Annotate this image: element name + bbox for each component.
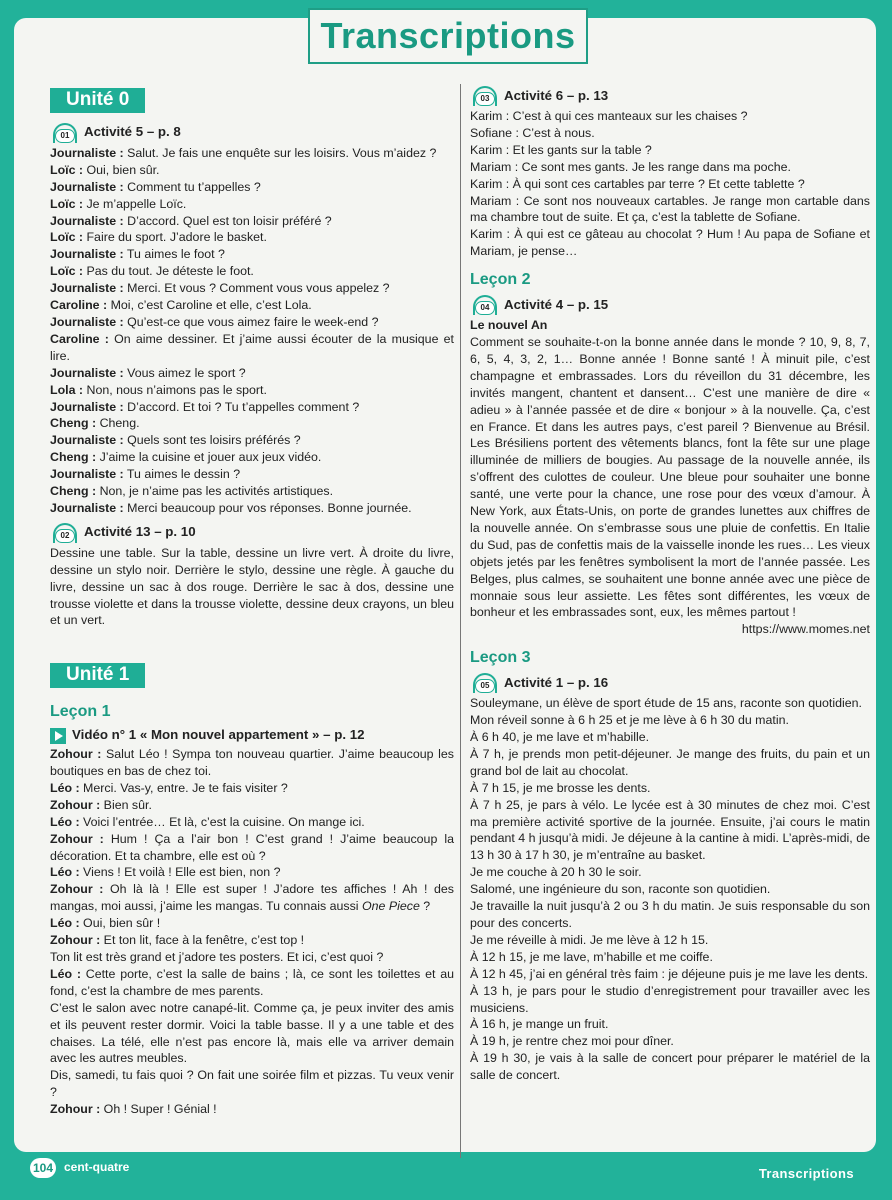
activity-4-heading	[470, 295, 870, 315]
text-paragraph: À 12 h 45, j’ai en général très faim : je déjeune puis je me lave les dents.	[470, 966, 869, 981]
dialogue-line	[50, 179, 454, 196]
speaker-name: Loïc :	[50, 264, 84, 279]
play-icon	[50, 728, 66, 744]
speaker-name: Zohour :	[50, 882, 104, 897]
dialogue-line	[50, 382, 454, 399]
text-paragraph: À 7 h 15, je me brosse les dents.	[470, 780, 651, 795]
text-paragraph: À 6 h 40, je me lave et m’habille.	[470, 730, 650, 744]
activity-title: Activité 13 – p. 10	[84, 524, 196, 540]
lecon-3-heading: Leçon 3	[470, 649, 531, 667]
dialogue-line	[50, 746, 454, 780]
headphones-icon	[50, 523, 80, 543]
text-paragraph: À 12 h 15, je me lave, m’habille et me coiffe.	[470, 949, 713, 964]
text-paragraph: À 7 h, je prends mon petit-déjeuner. Je mange des fruits, du pain et un grand bol de lait au chocolat.	[470, 746, 870, 778]
activity-6-heading	[470, 86, 870, 106]
speech-text: D’accord. Quel est ton loisir préféré ?	[123, 213, 332, 228]
speaker-name: Caroline :	[50, 331, 109, 346]
text-paragraph: À 19 h 30, je vais à la salle de concert pour préparer le matériel de la salle de concert.	[470, 1051, 870, 1083]
speech-text: Tu aimes le dessin ?	[123, 467, 241, 482]
text-paragraph: Je me couche à 20 h 30 le soir.	[470, 865, 642, 880]
activity-1-heading	[470, 673, 870, 693]
speech-text: Moi, c’est Caroline et elle, c’est Lola.	[107, 298, 312, 313]
dialogue-line	[50, 1067, 454, 1101]
activity-title: Activité 6 – p. 13	[504, 87, 609, 103]
text-paragraph: Salomé, une ingénieure du son, raconte son quotidien.	[470, 882, 771, 897]
speaker-name: Journaliste :	[50, 179, 124, 194]
speech-text: Viens ! Et voilà ! Elle est bien, non ?	[79, 865, 281, 880]
dialogue-line	[50, 415, 454, 432]
speech-text: Merci beaucoup pour vos réponses. Bonne journée.	[123, 500, 412, 515]
activity-title: Activité 1 – p. 16	[504, 674, 609, 690]
lecon-2-heading: Leçon 2	[470, 271, 531, 289]
activity-title: Activité 4 – p. 15	[504, 296, 609, 312]
headphones-icon	[470, 673, 500, 693]
activity-5-heading	[50, 123, 454, 143]
unit-0-badge: Unité 0	[50, 88, 145, 113]
dialogue-line	[50, 162, 454, 179]
speaker-name: Journaliste :	[50, 467, 124, 482]
speech-text: ?	[419, 899, 431, 914]
unit-1-badge: Unité 1	[50, 663, 145, 688]
source-url: https://www.momes.net	[741, 622, 870, 637]
dialogue-line	[50, 1101, 454, 1118]
speech-text: Qu’est-ce que vous aimez faire le week-end ?	[123, 314, 379, 329]
headphones-icon	[50, 123, 80, 143]
track-number: 01	[55, 129, 75, 143]
dialogue-line	[50, 500, 454, 517]
activity-4-text: Comment se souhaite-t-on la bonne année dans le monde ? 10, 9, 8, 7, 6, 5, 4, 3, 2, 1… Bonne année ! Bonne santé ! À minuit pile, c’est champagne et embrassades. Lors du réveillon du 31 décembre, les invités mangent, chantent et dansent… C’est une manière de dire « adieu » à l’année passée et de dire « bonjour » à la nouvelle. Ça, c’est en France. Et dans les autres pays, c’est pareil ? Bienvenue au Brésil. Les Brésiliens portent des vêtements blancs, font la fête sur une plage illuminée de milliers de bougies. Au passage de la nouvelle année, ils s’offrent des culottes de couleur. Une bleue pour souhaiter une bonne santé, une verte pour la chance, une rose pour des vœux d’amour. À New York, aux États-Unis, on porte de grandes lunettes aux chiffres de la nouvelle année. On s’embrasse sous une pluie de confettis. En Italie du Sud, pas de confettis mais de la vaisselle inonde les rues… Les vieux objets jetés par les fenêtres symbolisent la mort de l’année passée. Les Belges, plus calmes, se souhaitent une bonne année avec une pièce de monnaie sous leur assiette. Les fêtes sont différentes, les vœux de bonheur et les embrassades sont, eux, les mêmes partout !	[470, 334, 870, 620]
activity-1-text	[470, 695, 870, 1084]
dialogue-line: Mariam : Ce sont nos nouveaux cartables. Je range mon cartable dans ma chambre tout de suite. Et ça, c’est la tablette de Sofiane.	[470, 193, 870, 225]
dialogue-line	[50, 263, 454, 280]
dialogue-line	[50, 145, 454, 162]
speech-text: Vous aimez le sport ?	[123, 365, 246, 380]
dialogue-line	[50, 949, 454, 966]
speaker-name: Journaliste :	[50, 399, 124, 414]
speaker-name: Loïc :	[50, 230, 84, 245]
speaker-name: Zohour :	[50, 1102, 101, 1117]
dialogue-line	[50, 297, 454, 314]
track-number: 03	[475, 92, 495, 106]
text-paragraph: À 13 h, je pars pour le studio d’enregistrement pour travailler avec les musiciens.	[470, 983, 870, 1015]
dialogue-line	[50, 966, 454, 1000]
speech-text: Voici l’entrée… Et là, c’est la cuisine. On mange ici.	[79, 814, 365, 829]
speech-text: Cheng.	[96, 416, 140, 431]
speech-text: Et ton lit, face à la fenêtre, c’est top !	[100, 933, 305, 948]
right-column	[470, 18, 870, 1084]
left-column	[50, 18, 454, 1118]
speech-text: D’accord. Et toi ? Tu t’appelles comment ?	[123, 399, 360, 414]
dialogue-line	[50, 229, 454, 246]
speech-text: On aime dessiner. Et j’aime aussi écouter de la musique et lire.	[50, 331, 454, 363]
dialogue-line	[50, 213, 454, 230]
text-paragraph: À 16 h, je mange un fruit.	[470, 1017, 609, 1032]
speaker-name: Loïc :	[50, 196, 84, 211]
dialogue-line	[50, 331, 454, 365]
text-paragraph: Je me réveille à midi. Je me lève à 12 h 15.	[470, 932, 709, 947]
speech-text: Non, je n’aime pas les activités artistiques.	[96, 484, 334, 499]
speaker-name: Zohour :	[50, 933, 101, 948]
speaker-name: Journaliste :	[50, 145, 124, 160]
speaker-name: Journaliste :	[50, 314, 124, 329]
speaker-name: Léo :	[50, 916, 80, 931]
dialogue-line	[50, 881, 454, 915]
speaker-name: Lola :	[50, 382, 84, 397]
dialogue-line	[50, 1000, 454, 1068]
speech-text: C’est le salon avec notre canapé-lit. Comme ça, je peux inviter des amis et ils peuvent rester dormir. Voici la table basse. Il y a une table et des chaises. La télé, elle n’est pas encore là, mais elle va arriver demain avec les autres meubles.	[50, 1000, 454, 1066]
speech-text: Non, nous n’aimons pas le sport.	[83, 382, 267, 397]
dialogue-line	[50, 314, 454, 331]
speech-text: Faire du sport. J’adore le basket.	[83, 230, 267, 245]
speaker-name: Zohour :	[50, 797, 101, 812]
dialogue-line	[50, 399, 454, 416]
speech-text: Merci. Vas-y, entre. Je te fais visiter ?	[79, 780, 288, 795]
dialogue-line	[50, 864, 454, 881]
text-paragraph: Souleymane, un élève de sport étude de 15 ans, raconte son quotidien.	[470, 696, 862, 711]
speech-text: Hum ! Ça a l’air bon ! C’est grand ! J’aime beaucoup la décoration. Et ta chambre, elle est où ?	[50, 831, 454, 863]
footer-section-title: Transcriptions	[758, 1166, 854, 1181]
italic-title: One Piece	[361, 899, 420, 914]
column-divider	[460, 84, 461, 1158]
dialogue-line: Karim : Et les gants sur la table ?	[470, 142, 652, 157]
speaker-name: Léo :	[50, 814, 80, 829]
activity-title: Activité 5 – p. 8	[84, 124, 181, 140]
page-title: Transcriptions	[320, 15, 576, 56]
track-number: 05	[475, 679, 495, 693]
dialogue-line	[50, 814, 454, 831]
speech-text: Comment tu t’appelles ?	[123, 179, 261, 194]
page-title-box	[308, 8, 588, 64]
dialogue-line	[50, 280, 454, 297]
speaker-name: Journaliste :	[50, 365, 124, 380]
dialogue-line: Karim : À qui est ce gâteau au chocolat ? Hum ! Au papa de Sofiane et Mariam, je pense…	[470, 227, 870, 259]
speech-text: Bien sûr.	[100, 797, 152, 812]
footer	[0, 1156, 892, 1182]
speech-text: J’aime la cuisine et jouer aux jeux vidéo.	[96, 450, 322, 465]
video-1-heading	[50, 727, 454, 744]
speaker-name: Cheng :	[50, 484, 97, 499]
speech-text: Tu aimes le foot ?	[123, 247, 225, 262]
speech-text: Dis, samedi, tu fais quoi ? On fait une soirée film et pizzas. Tu veux venir ?	[50, 1068, 454, 1100]
dialogue-line: Karim : C’est à qui ces manteaux sur les chaises ?	[470, 109, 748, 123]
speaker-name: Cheng :	[50, 450, 97, 465]
speech-text: Oh ! Super ! Génial !	[100, 1102, 217, 1117]
text-subtitle: Le nouvel An	[470, 318, 548, 333]
dialogue-line	[50, 780, 454, 797]
speech-text: Merci. Et vous ? Comment vous vous appelez ?	[123, 281, 390, 296]
dialogue-line	[50, 196, 454, 213]
text-paragraph: À 7 h 25, je pars à vélo. Le lycée est à 30 minutes de chez moi. C’est ma première activité sportive de la journée. Ensuite, j’ai cours le matin pendant 4 h jusqu’à midi. Je déjeune à la cantine à midi. L’après-midi, de 13 h 30 à 17 h 30, je m’entraîne au basket.	[470, 797, 870, 863]
dialogue-line	[50, 932, 454, 949]
speaker-name: Journaliste :	[50, 281, 124, 296]
speaker-name: Journaliste :	[50, 433, 124, 448]
dialogue-line	[50, 797, 454, 814]
dialogue-line	[50, 365, 454, 382]
speaker-name: Journaliste :	[50, 500, 124, 515]
headphones-icon	[470, 295, 500, 315]
speaker-name: Journaliste :	[50, 247, 124, 262]
page-panel	[14, 18, 876, 1152]
track-number: 04	[475, 301, 495, 315]
page-number-words: cent-quatre	[64, 1160, 130, 1174]
speech-text: Oh là là ! Elle est super ! J’adore tes affiches ! Ah ! des mangas, moi aussi, j’aime les mangas. Tu connais aussi	[50, 882, 454, 914]
video-title: Vidéo n° 1 « Mon nouvel appartement » – p. 12	[72, 727, 365, 743]
headphones-icon	[470, 86, 500, 106]
dialogue-line	[50, 449, 454, 466]
text-paragraph: Je travaille la nuit jusqu’à 2 ou 3 h du matin. Je suis responsable du son pour des concerts.	[470, 899, 870, 930]
speaker-name: Journaliste :	[50, 213, 124, 228]
speaker-name: Léo :	[50, 865, 80, 880]
dialogue-line	[50, 483, 454, 500]
speaker-name: Loïc :	[50, 162, 84, 177]
dialogue-activity-6	[470, 108, 870, 260]
speaker-name: Zohour :	[50, 747, 102, 762]
lecon-1-heading: Leçon 1	[50, 703, 111, 721]
dialogue-video-1	[50, 746, 454, 1118]
speaker-name: Léo :	[50, 780, 80, 795]
speaker-name: Cheng :	[50, 416, 97, 431]
page-number: 104	[30, 1158, 56, 1178]
speech-text: Ton lit est très grand et j’adore tes posters. Et ici, c’est quoi ?	[50, 949, 384, 964]
dialogue-line	[50, 831, 454, 865]
dialogue-line: Sofiane : C’est à nous.	[470, 125, 595, 140]
dialogue-line: Karim : À qui sont ces cartables par terre ? Et cette tablette ?	[470, 176, 805, 191]
speech-text: Salut. Je fais une enquête sur les loisirs. Vous m’aidez ?	[123, 145, 437, 160]
dialogue-line	[50, 432, 454, 449]
speech-text: Oui, bien sûr.	[83, 162, 160, 177]
speech-text: Oui, bien sûr !	[79, 916, 161, 931]
dialogue-line	[50, 466, 454, 483]
speaker-name: Zohour :	[50, 831, 104, 846]
activity-13-text: Dessine une table. Sur la table, dessine un livre vert. À droite du livre, dessine un stylo noir. Derrière le stylo, dessine une règle. À gauche du livre, dessine un sac à dos rouge. Derrière le sac à dos, dessine une trousse violette et dans la trousse violette, dessine deux crayons, un bleu et un vert.	[50, 545, 454, 628]
dialogue-line	[50, 246, 454, 263]
track-number: 02	[55, 529, 75, 543]
dialogue-activity-5	[50, 145, 454, 517]
text-paragraph: À 19 h, je rentre chez moi pour dîner.	[470, 1034, 674, 1049]
speech-text: Quels sont tes loisirs préférés ?	[123, 433, 301, 448]
text-paragraph: Mon réveil sonne à 6 h 25 et je me lève à 6 h 30 du matin.	[470, 713, 789, 728]
speech-text: Cette porte, c’est la salle de bains ; là, ce sont les toilettes et au fond, c’est la chambre de mes parents.	[50, 966, 454, 998]
dialogue-line	[50, 915, 454, 932]
speech-text: Salut Léo ! Sympa ton nouveau quartier. J’aime beaucoup les boutiques en bas de chez toi.	[50, 747, 454, 778]
speaker-name: Caroline :	[50, 298, 108, 313]
speech-text: Je m’appelle Loïc.	[83, 196, 187, 211]
speaker-name: Léo :	[50, 966, 81, 981]
speech-text: Pas du tout. Je déteste le foot.	[83, 264, 254, 279]
activity-13-heading	[50, 523, 454, 543]
dialogue-line: Mariam : Ce sont mes gants. Je les range dans ma poche.	[470, 159, 791, 174]
